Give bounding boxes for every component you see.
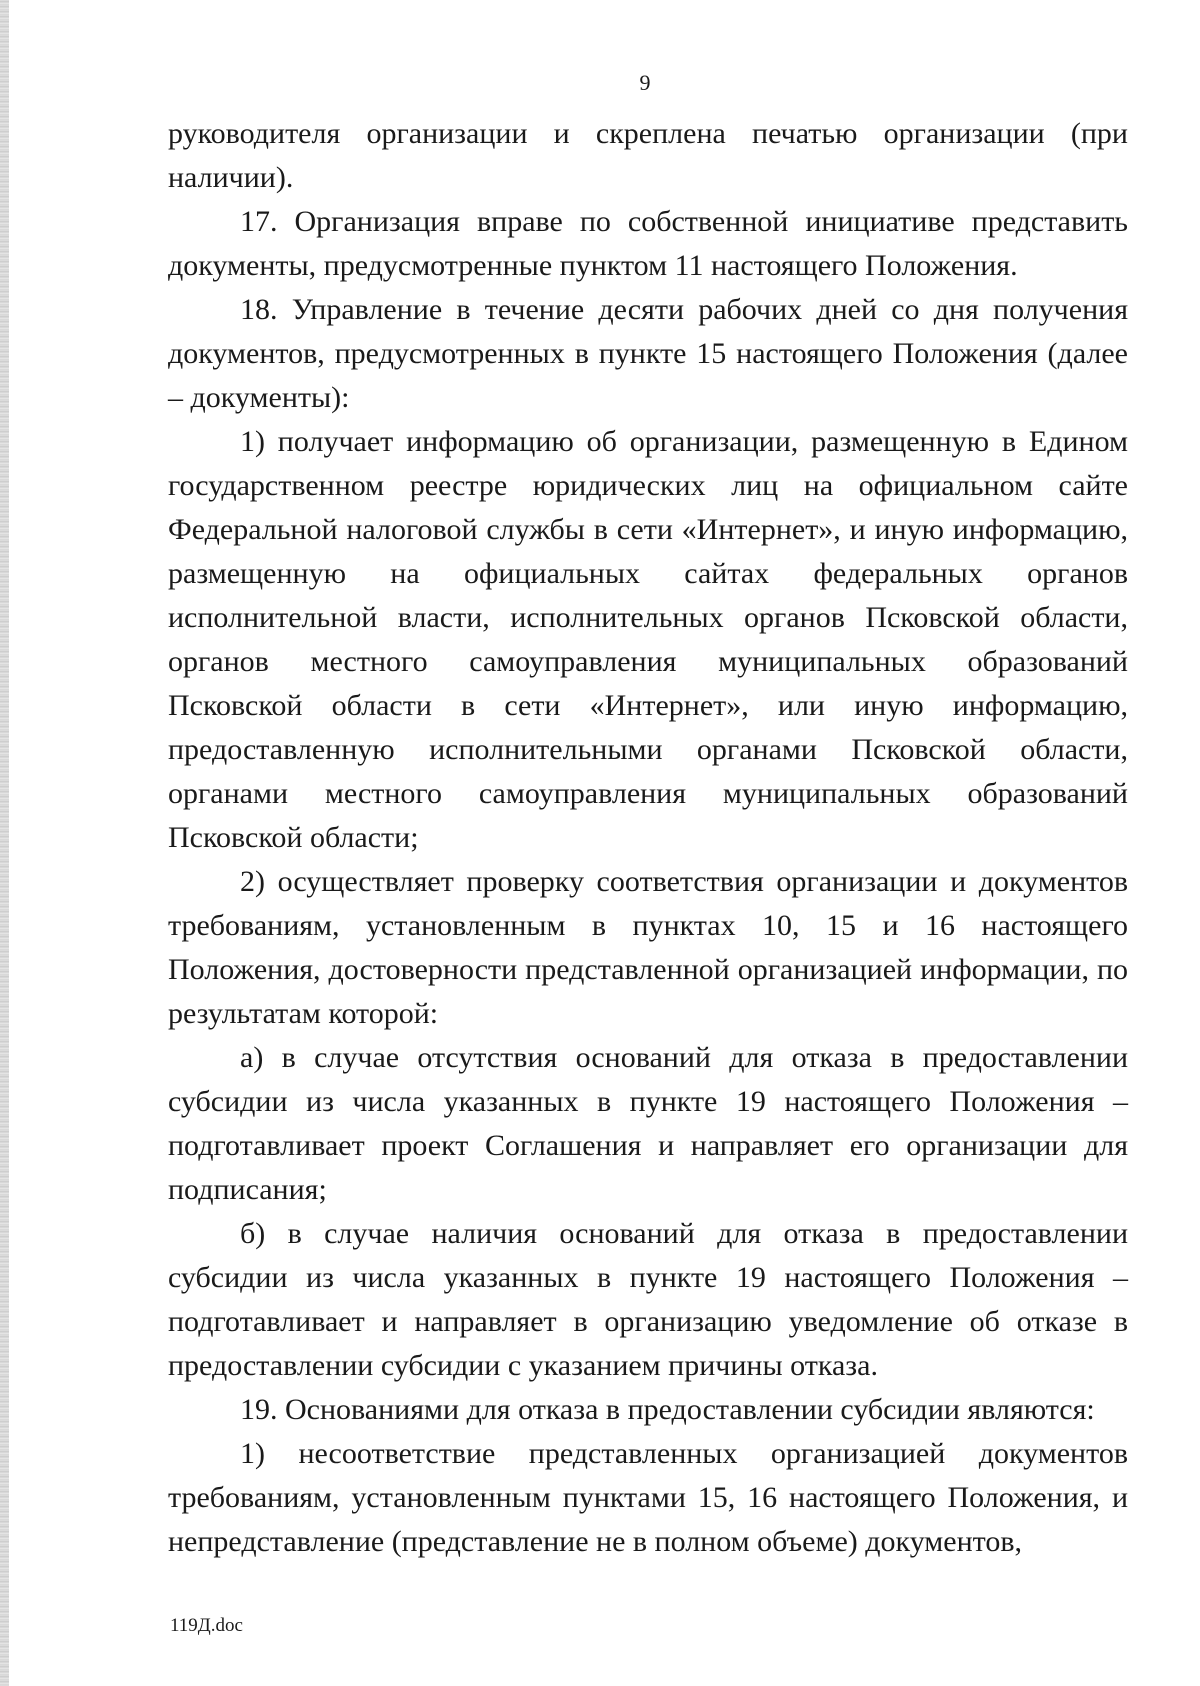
paragraph-19-item-1: 1) несоответствие представленных организацией документов требованиям, установленным пунктами 15, 16 настоящего Положения, и непредставление (представление не в полном объеме) документов, (168, 1437, 1128, 1558)
paragraph-18-item-2: 2) осуществляет проверку соответствия организации и документов требованиям, установленным в пунктах 10, 15 и 16 настоящего Положения, достоверности представленной организацией информации, по результатам которой: (168, 865, 1128, 1030)
paragraph-18-item-2a: а) в случае отсутствия оснований для отказа в предоставлении субсидии из числа указанных в пункте 19 настоящего Положения – подготавливает проект Соглашения и направляет его организации для подписания; (168, 1041, 1128, 1206)
paragraph-18: 18. Управление в течение десяти рабочих дней со дня получения документов, предусмотренных в пункте 15 настоящего Положения (далее – документы): (168, 293, 1128, 414)
paragraph-17: 17. Организация вправе по собственной инициативе представить документы, предусмотренные пунктом 11 настоящего Положения. (168, 205, 1128, 282)
paragraph-19: 19. Основаниями для отказа в предоставлении субсидии являются: (240, 1393, 1095, 1426)
paragraph-18-item-2b: б) в случае наличия оснований для отказа в предоставлении субсидии из числа указанных в пункте 19 настоящего Положения – подготавливает и направляет в организацию уведомление об отказе в предоставлении субсидии с указанием причины отказа. (168, 1217, 1128, 1382)
scan-edge (0, 0, 9, 1686)
document-body (168, 112, 1128, 1564)
paragraph-18-item-1: 1) получает информацию об организации, размещенную в Едином государственном реестре юридических лиц на официальном сайте Федеральной налоговой службы в сети «Интернет», и иную информацию, размещенную на официальных сайтах федеральных органов исполнительной власти, исполнительных органов Псковской области, органов местного самоуправления муниципальных образований Псковской области в сети «Интернет», или иную информацию, предоставленную исполнительными органами Псковской области, органами местного самоуправления муниципальных образований Псковской области; (168, 425, 1128, 854)
paragraph-continuation: руководителя организации и скреплена печатью организации (при наличии). (168, 117, 1128, 194)
page-number: 9 (639, 70, 651, 95)
footer-filename: 119Д.doc (170, 1615, 243, 1636)
